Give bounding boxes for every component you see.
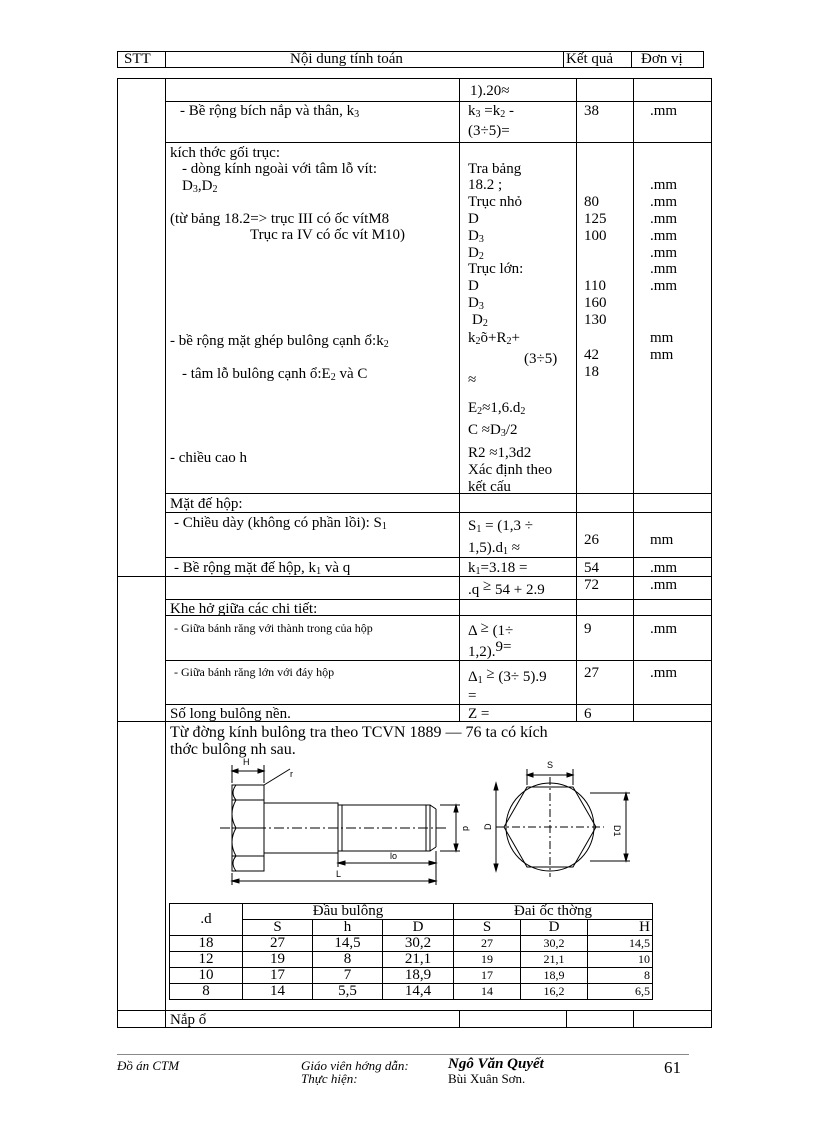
gap-bottom-formula-cont: = bbox=[468, 688, 477, 704]
base-thickness-label: - Chiều dày (không có phần lồi): $S_1$ bbox=[174, 515, 387, 532]
calc-line: $D_2$ bbox=[472, 312, 488, 329]
bearing-unit: mm bbox=[650, 347, 674, 363]
table-row: 18 27 14,5 30,2 27 30,2 14,5 bbox=[170, 936, 653, 952]
bolt-drawing bbox=[220, 755, 640, 890]
bearing-line5: - bề rộng mặt ghép bulông cạnh $ổ:k_2$ bbox=[170, 333, 389, 350]
k3-formula-cont: (3÷5)= bbox=[468, 123, 510, 139]
calc-line: Xác định theo bbox=[468, 462, 553, 478]
gap-bottom-label: - Giữa bánh răng lớn với đáy hộp bbox=[174, 665, 335, 679]
dim-label-D: D bbox=[483, 823, 493, 830]
sub-header: h bbox=[313, 920, 383, 936]
footer-done-name: Bùi Xuân Sơn. bbox=[448, 1071, 526, 1086]
bearing-unit: .mm bbox=[650, 211, 678, 227]
base-q-value: 72 bbox=[584, 577, 599, 593]
bearing-value: 110 bbox=[584, 278, 606, 294]
table-row: 10 17 7 18,9 17 18,9 8 bbox=[170, 968, 653, 984]
bearing-value: 125 bbox=[584, 211, 607, 227]
calc-line: R2 ≈1,3d2 bbox=[468, 445, 532, 461]
calc-line: kết cấu bbox=[468, 479, 511, 495]
calc-line: $D_3$ bbox=[468, 295, 484, 312]
calc-line: 18.2 ; bbox=[468, 177, 503, 193]
calc-line: $k_2õ+R_2+$ bbox=[468, 330, 520, 347]
calc-line: D bbox=[468, 211, 479, 227]
bearing-line7: - chiều cao h bbox=[170, 450, 248, 466]
footer-guide-name: Ngô Văn Quyết bbox=[448, 1056, 544, 1072]
footer-left: Đồ án CTM bbox=[117, 1058, 180, 1073]
bolt-paragraph-line2: thớc bulông nh sau. bbox=[170, 741, 296, 758]
sub-header: S bbox=[243, 920, 313, 936]
bearing-unit: .mm bbox=[650, 194, 678, 210]
bolt-count-label: Số long bulông nền. bbox=[170, 706, 291, 722]
calc-line: Tra bảng bbox=[468, 161, 522, 177]
bolt-count-formula: Z = bbox=[468, 706, 490, 722]
dim-label-lo: lo bbox=[390, 851, 398, 861]
dim-label-H: H bbox=[243, 757, 250, 767]
bolt-size-table bbox=[169, 903, 653, 1000]
bearing-unit: .mm bbox=[650, 228, 678, 244]
dim-label-r: r bbox=[290, 769, 293, 779]
bearing-line1: - dòng kính ngoài với tâm lỗ vít: bbox=[182, 161, 377, 177]
base-q-unit: .mm bbox=[650, 577, 678, 593]
bearing-unit: .mm bbox=[650, 177, 678, 193]
bolt-head-header: Đầu bulông bbox=[243, 904, 454, 920]
bearing-line2: $D_3,D_2$ bbox=[182, 178, 218, 195]
gap-bottom-unit: .mm bbox=[650, 665, 678, 681]
gap-bottom-value: 27 bbox=[584, 665, 599, 681]
calc-line: ≈ bbox=[468, 372, 477, 388]
sub-header: D bbox=[521, 920, 588, 936]
bolt-count-value: 6 bbox=[584, 706, 592, 722]
base-thickness-formula-cont: $1,5).d_1$ ≈ bbox=[468, 540, 520, 557]
base-k1-formula: $k_1=3.18$ = bbox=[468, 560, 528, 577]
bearing-value: 100 bbox=[584, 228, 607, 244]
header-result: Kết quả bbox=[566, 51, 614, 67]
header-content: Nội dung tính toán bbox=[290, 51, 403, 67]
calc-line: $E_2\approx 1,6.d_2$ bbox=[468, 400, 526, 417]
calc-line: D bbox=[468, 278, 479, 294]
base-q-formula: .q ≥ 54 + 2.9 bbox=[468, 578, 545, 598]
bearing-value: 80 bbox=[584, 194, 599, 210]
sub-header: S bbox=[454, 920, 521, 936]
bearing-unit: .mm bbox=[650, 278, 678, 294]
base-thickness-unit: mm bbox=[650, 532, 674, 548]
gap-title: Khe hở giữa các chi tiết: bbox=[170, 601, 318, 617]
bearing-unit: mm bbox=[650, 330, 674, 346]
calc-line: $D_2$ bbox=[468, 245, 484, 262]
gap-wall-formula-cont: 1,2).9= bbox=[468, 639, 512, 660]
base-k1-value: 54 bbox=[584, 560, 599, 576]
dim-label-L: L bbox=[336, 869, 342, 879]
gap-wall-label: - Giữa bánh răng với thành trong của hộp bbox=[174, 621, 373, 635]
k3-unit: .mm bbox=[650, 103, 678, 119]
sub-header: D bbox=[383, 920, 454, 936]
calc-line: (3÷5) bbox=[524, 351, 558, 367]
header-stt: STT bbox=[124, 51, 151, 67]
page-number: 61 bbox=[664, 1058, 681, 1077]
nut-header: Đai ốc thờng bbox=[454, 904, 653, 920]
bearing-line6: - tâm lỗ bulông cạnh $ổ:E_2$ và C bbox=[182, 366, 368, 383]
calc-line: Trục nhỏ bbox=[468, 194, 523, 210]
bearing-line4: Trục ra IV có ốc vít M10) bbox=[250, 227, 405, 243]
calc-line: $C \approx D_3/2$ bbox=[468, 422, 518, 439]
base-width-label: - Bề rộng mặt đế hộp, $k_1$ và q bbox=[174, 560, 351, 577]
bearing-line3: (từ bảng 18.2=> trục III có ốc vítM8 bbox=[170, 211, 390, 227]
sub-header: H bbox=[588, 920, 653, 936]
bearing-value: 18 bbox=[584, 364, 599, 380]
continuation-cell: 1).20≈ bbox=[470, 83, 510, 99]
gap-wall-value: 9 bbox=[584, 621, 592, 637]
base-thickness-formula: $S_1 = (1,3$ ÷ bbox=[468, 518, 534, 535]
bearing-value: 130 bbox=[584, 312, 607, 328]
gap-wall-unit: .mm bbox=[650, 621, 678, 637]
calc-line: $D_3$ bbox=[468, 228, 484, 245]
table-row: 8 14 5,5 14,4 14 16,2 6,5 bbox=[170, 984, 653, 1000]
base-thickness-value: 26 bbox=[584, 532, 599, 548]
dim-label-S: S bbox=[547, 760, 554, 770]
cap-title: Nắp ổ bbox=[170, 1012, 207, 1028]
bearing-unit: .mm bbox=[650, 245, 678, 261]
bearing-value: 160 bbox=[584, 295, 607, 311]
table-row: 12 19 8 21,1 19 21,1 10 bbox=[170, 952, 653, 968]
k3-desc: - Bề rộng bích nắp và thân, k bbox=[180, 103, 355, 119]
bolt-paragraph-line1: Từ đờng kính bulông tra theo TCVN 1889 — 76 ta có kích bbox=[170, 724, 548, 741]
dim-label-D1: D1 bbox=[612, 825, 622, 837]
gap-wall-formula: Δ ≥ (1÷ bbox=[468, 620, 514, 639]
bearing-unit: .mm bbox=[650, 261, 678, 277]
footer-guide-label: Giáo viên hớng dẫn: bbox=[301, 1058, 409, 1073]
dim-label-d: d bbox=[461, 826, 471, 832]
col-d-header: .d bbox=[170, 904, 243, 936]
k3-value: 38 bbox=[584, 103, 599, 119]
header-unit: Đơn vị bbox=[641, 51, 683, 67]
k3-formula: $k_3 =k_2$ - bbox=[468, 103, 514, 120]
calc-line: Trục lớn: bbox=[468, 261, 524, 277]
base-title: Mặt đế hộp: bbox=[170, 496, 243, 512]
bearing-value: 42 bbox=[584, 347, 599, 363]
gap-bottom-formula: $\Delta_1 \ge (3\div 5).9$ bbox=[468, 666, 547, 686]
footer-done-label: Thực hiện: bbox=[301, 1071, 358, 1086]
bearing-title: kích thớc gối trục: bbox=[170, 145, 280, 161]
base-k1-unit: .mm bbox=[650, 560, 678, 576]
